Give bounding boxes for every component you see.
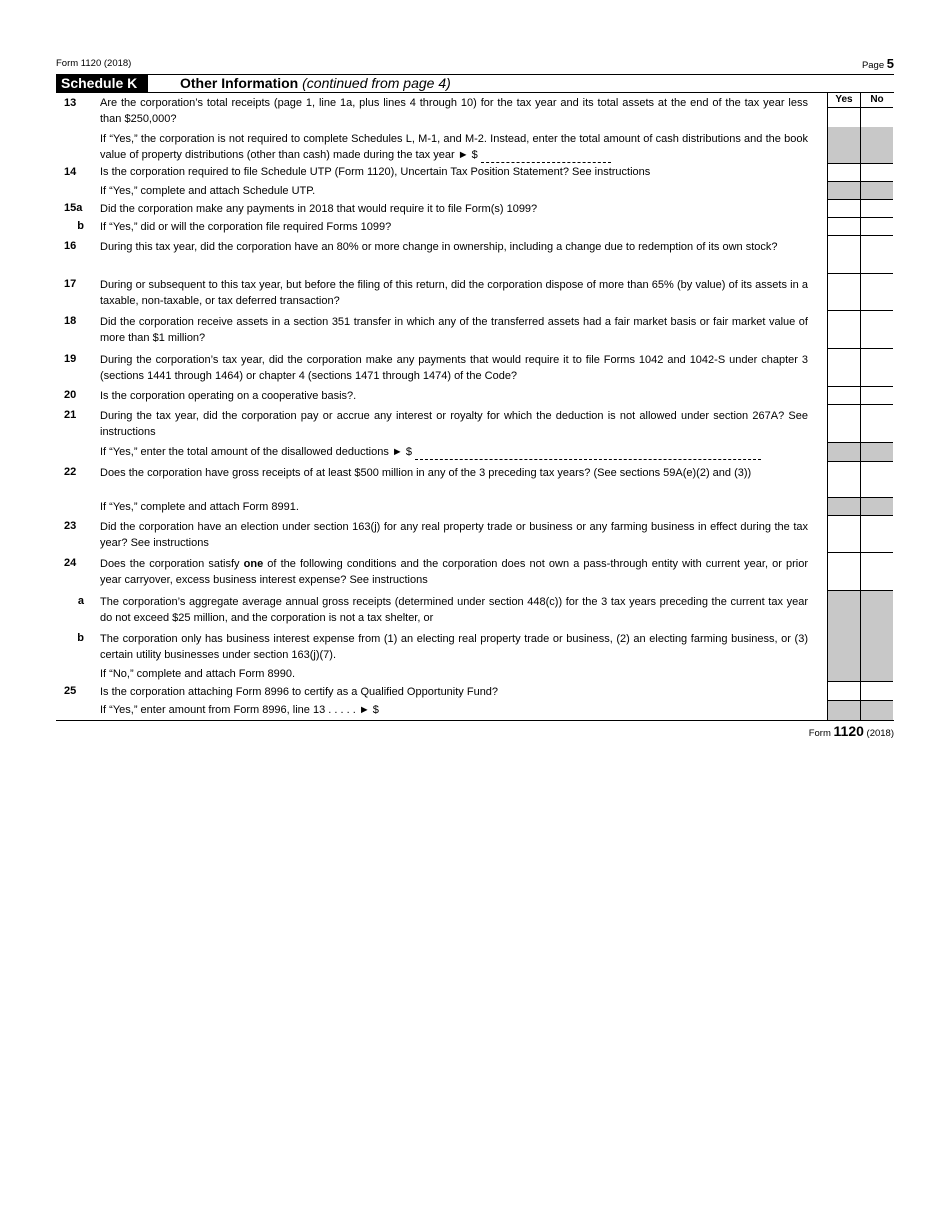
- line-22: [56, 462, 894, 498]
- no-checkbox-20[interactable]: [860, 387, 893, 405]
- line-21-followup: [56, 443, 894, 462]
- line-text: If “Yes,” enter the total amount of the disallowed deductions ► $: [92, 443, 816, 462]
- yes-checkbox-16[interactable]: [827, 236, 860, 274]
- line-number: 19: [64, 353, 77, 365]
- line-number: 22: [64, 466, 77, 478]
- line-text: Is the corporation required to file Schedule UTP (Form 1120), Uncertain Tax Position Statement? See instructions: [100, 166, 651, 178]
- line-15b: [56, 218, 894, 236]
- no-checkbox-13[interactable]: [861, 108, 893, 128]
- line-text: Did the corporation receive assets in a section 351 transfer in which any of the transferred assets had a fair market basis or fair market value of more than $1 million?: [100, 316, 808, 344]
- line-text: Are the corporation’s total receipts (page 1, line 1a, plus lines 4 through 10) for the tax year and its total assets at the end of the tax year less than $250,000?: [100, 97, 808, 125]
- line-number: 18: [64, 315, 77, 327]
- amount-field-13[interactable]: [481, 150, 611, 163]
- line-number: 21: [64, 409, 77, 421]
- line-number: 24: [64, 557, 77, 569]
- line-24a: [56, 591, 894, 628]
- schedule-tag: Schedule K: [56, 75, 148, 92]
- line-number: 23: [64, 520, 77, 532]
- yes-checkbox-19[interactable]: [827, 349, 860, 387]
- no-checkbox-16[interactable]: [860, 236, 893, 274]
- no-checkbox-21[interactable]: [860, 405, 893, 443]
- line-text: During the corporation’s tax year, did the corporation make any payments that would require it to file Forms 1042 and 1042-S under chapter 3 (sections 1441 through 1464) or chapter 4 (sections 1471 through 1474) of the Code?: [100, 354, 808, 382]
- line-17: [56, 274, 894, 311]
- line-number: 13: [64, 97, 77, 109]
- page-footer: [56, 720, 894, 741]
- yes-checkbox-20[interactable]: [827, 387, 860, 405]
- no-checkbox-24[interactable]: [860, 553, 893, 591]
- line-text: Did the corporation make any payments in 2018 that would require it to file Form(s) 1099?: [100, 203, 538, 215]
- line-14-followup: [56, 182, 894, 200]
- line-text: During or subsequent to this tax year, but before the filing of this return, did the corporation dispose of more than 65% (by value) of its assets in a taxable, non-taxable, or tax deferred transaction?: [100, 279, 808, 307]
- line-text: Did the corporation have an election under section 163(j) for any real property trade or business or any farming business in effect during the tax year? See instructions: [100, 521, 808, 549]
- yes-checkbox-21[interactable]: [827, 405, 860, 443]
- line-19: [56, 349, 894, 387]
- line-24-followup: [56, 666, 894, 682]
- page-number: Page 5: [861, 56, 894, 71]
- question-list: [56, 93, 894, 720]
- line-text: The corporation’s aggregate average annual gross receipts (determined under section 448(c)) for the 3 tax years preceding the current tax year do not exceed $25 million, and the corporation is not a tax shelter, or: [100, 596, 808, 624]
- line-23: [56, 516, 894, 553]
- line-text: If “No,” complete and attach Form 8990.: [100, 668, 296, 680]
- yes-checkbox-13[interactable]: [828, 108, 860, 128]
- form-page: [56, 56, 894, 741]
- line-number: b: [77, 632, 84, 644]
- line-13: [56, 93, 894, 127]
- line-number: b: [77, 220, 84, 232]
- yes-header: Yes: [828, 93, 860, 108]
- line-text: The corporation only has business interest expense from (1) an electing real property trade or business, (2) an electing farming business, or (3) certain utility businesses under section 163(j)(7).: [100, 633, 808, 661]
- amount-field-21[interactable]: [415, 447, 761, 460]
- no-checkbox-15b[interactable]: [860, 218, 893, 236]
- line-18: [56, 311, 894, 349]
- line-15a: [56, 200, 894, 218]
- no-checkbox-17[interactable]: [860, 274, 893, 311]
- line-text: Does the corporation satisfy one of the following conditions and the corporation does not own a pass-through entity with current year, or prior year carryover, excess business interest expense? See instructions: [100, 558, 809, 586]
- no-checkbox-14[interactable]: [860, 164, 893, 182]
- schedule-title: Other Information (continued from page 4): [180, 75, 451, 91]
- line-20: [56, 387, 894, 405]
- line-text: Is the corporation attaching Form 8996 to certify as a Qualified Opportunity Fund?: [100, 686, 499, 698]
- line-number: 15a: [64, 202, 83, 214]
- line-21: [56, 405, 894, 443]
- line-text: If “Yes,” complete and attach Schedule UTP.: [100, 185, 316, 197]
- line-number: a: [77, 595, 84, 607]
- line-22-followup: [56, 498, 894, 516]
- yes-checkbox-24[interactable]: [827, 553, 860, 591]
- line-number: 20: [64, 389, 77, 401]
- line-25: [56, 682, 894, 701]
- yes-checkbox-17[interactable]: [827, 274, 860, 311]
- line-number: 16: [64, 240, 77, 252]
- yes-checkbox-15a[interactable]: [827, 200, 860, 218]
- no-checkbox-19[interactable]: [860, 349, 893, 387]
- yes-checkbox-25[interactable]: [827, 682, 860, 701]
- yes-checkbox-15b[interactable]: [827, 218, 860, 236]
- no-checkbox-18[interactable]: [860, 311, 893, 349]
- line-text: Is the corporation operating on a cooperative basis?.: [100, 390, 357, 402]
- line-25-followup: [56, 701, 894, 720]
- line-text: Does the corporation have gross receipts of at least $500 million in any of the 3 preceding tax years? (See sections 59A(e)(2) and (3)): [100, 467, 752, 479]
- form-footer-id: Form 1120 (2018): [808, 723, 894, 739]
- no-checkbox-22[interactable]: [860, 462, 893, 498]
- line-24: [56, 553, 894, 591]
- line-text: During the tax year, did the corporation pay or accrue any interest or royalty for which the deduction is not allowed under section 267A? See instructions: [100, 410, 808, 438]
- line-13-followup: [56, 127, 894, 164]
- line-text: If “Yes,” enter amount from Form 8996, line 13 . . . . . ► $: [100, 704, 379, 716]
- page-header: [56, 56, 894, 74]
- line-16: [56, 236, 894, 274]
- line-text: If “Yes,” the corporation is not required to complete Schedules L, M-1, and M-2. Instead, enter the total amount of cash distributions and the book value of property distributions (other than cash) made during the tax year ► $: [100, 133, 808, 161]
- line-text: During this tax year, did the corporation have an 80% or more change in ownership, including a change due to redemption of its own stock?: [100, 241, 778, 253]
- yes-checkbox-23[interactable]: [827, 516, 860, 553]
- line-24b: [56, 628, 894, 666]
- line-number: 25: [64, 685, 77, 697]
- no-header: No: [861, 93, 893, 108]
- no-checkbox-25[interactable]: [860, 682, 893, 701]
- line-14: [56, 164, 894, 182]
- line-text: If “Yes,” did or will the corporation file required Forms 1099?: [100, 221, 392, 233]
- line-text: If “Yes,” complete and attach Form 8991.: [100, 501, 299, 513]
- schedule-header: [56, 74, 894, 93]
- yes-checkbox-14[interactable]: [827, 164, 860, 182]
- line-number: 14: [64, 166, 77, 178]
- yes-checkbox-18[interactable]: [827, 311, 860, 349]
- yes-checkbox-22[interactable]: [827, 462, 860, 498]
- no-checkbox-23[interactable]: [860, 516, 893, 553]
- no-checkbox-15a[interactable]: [860, 200, 893, 218]
- form-id: Form 1120 (2018): [56, 58, 132, 69]
- line-number: 17: [64, 278, 77, 290]
